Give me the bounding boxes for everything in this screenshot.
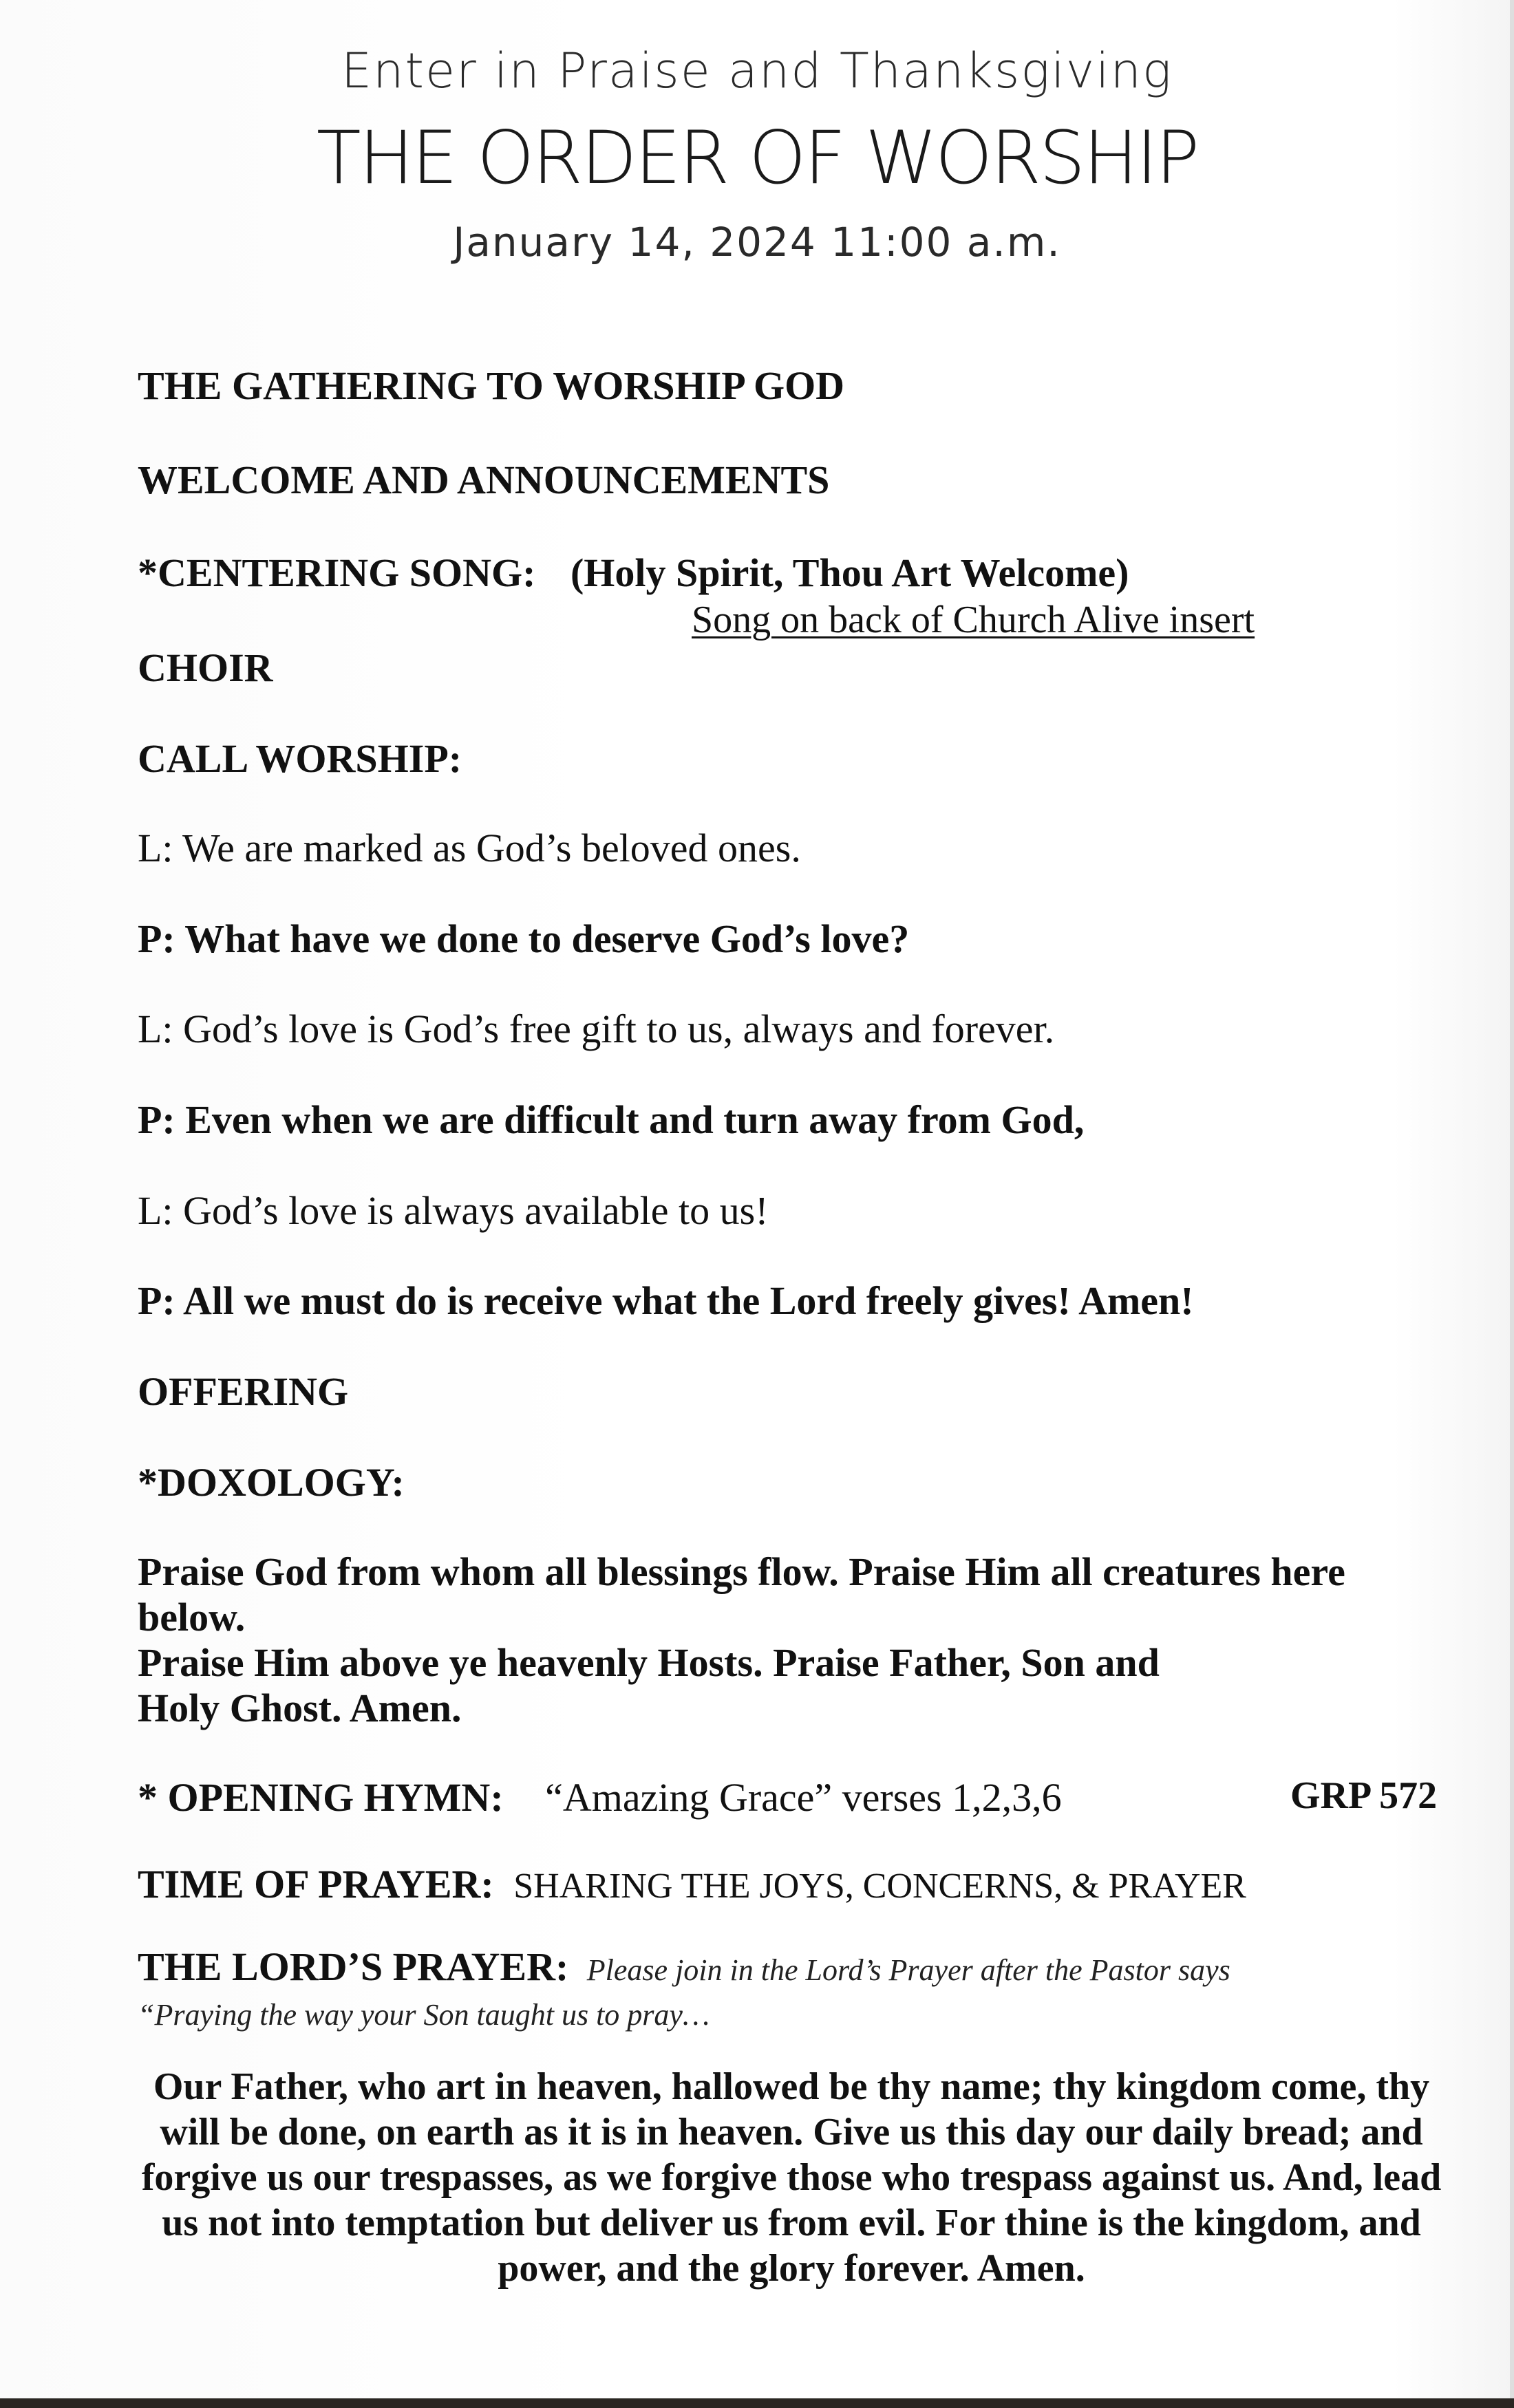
section-offering: OFFERING <box>138 1369 349 1414</box>
page-bottom-edge <box>0 2398 1514 2408</box>
page-title: THE ORDER OF WORSHIP <box>316 116 1198 200</box>
section-centering-song <box>138 550 1129 596</box>
section-welcome: WELCOME AND ANNOUNCEMENTS <box>138 458 830 502</box>
lords-prayer-instruction: “Praying the way your Son taught us to pray… <box>138 1998 710 2032</box>
lords-prayer-text: Our Father, who art in heaven, hallowed be thy name; thy kingdom come, thy will be done, on earth as it is in heaven. Give us this day our daily bread; and forgive us our trespasses, as we forgive those who trespass against us. And, lead us not into temptation but deliver us from evil. For thine is the kingdom, and power, and the glory forever. Amen. <box>141 2065 1442 2290</box>
opening-hymn-label: * OPENING HYMN: <box>138 1775 504 1820</box>
hymn-number: GRP 572 <box>1290 1774 1438 1817</box>
section-time-of-prayer <box>138 1862 1246 1909</box>
call-worship-leader-line: L: We are marked as God’s beloved ones. <box>138 826 801 870</box>
section-call-worship: CALL WORSHIP: <box>138 736 462 781</box>
bulletin-subtitle: Enter in Praise and Thanksgiving <box>341 43 1173 99</box>
call-worship-people-line: P: Even when we are difficult and turn away from God, <box>138 1097 1085 1142</box>
section-opening-hymn <box>138 1775 1062 1820</box>
centering-song-title: (Holy Spirit, Thou Art Welcome) <box>570 550 1129 595</box>
lords-prayer-label: THE LORD’S PRAYER: <box>138 1944 569 1989</box>
section-choir: CHOIR <box>138 645 273 690</box>
doxology-line: Holy Ghost. Amen. <box>138 1686 462 1730</box>
call-worship-leader-line: L: God’s love is God’s free gift to us, always and forever. <box>138 1007 1055 1051</box>
call-worship-people-line: P: All we must do is receive what the Lord freely gives! Amen! <box>138 1278 1194 1323</box>
lords-prayer-instruction: Please join in the Lord’s Prayer after the Pastor says <box>586 1953 1230 1987</box>
opening-hymn-title: “Amazing Grace” verses 1,2,3,6 <box>545 1775 1062 1820</box>
call-worship-leader-line: L: God’s love is always available to us! <box>138 1188 769 1233</box>
time-of-prayer-label: TIME OF PRAYER: <box>138 1862 494 1906</box>
call-worship-people-line: P: What have we done to deserve God’s love? <box>138 916 910 961</box>
section-doxology: *DOXOLOGY: <box>138 1460 405 1505</box>
centering-song-note: Song on back of Church Alive insert <box>692 599 1255 641</box>
doxology-line: Praise God from whom all blessings flow. Praise Him all creatures here <box>138 1549 1345 1594</box>
page-edge-shadow <box>1510 0 1514 2408</box>
doxology-line: below. <box>138 1595 246 1640</box>
section-gathering: THE GATHERING TO WORSHIP GOD <box>138 363 845 408</box>
service-date: January 14, 2024 11:00 a.m. <box>453 219 1061 266</box>
doxology-line: Praise Him above ye heavenly Hosts. Praise Father, Son and <box>138 1640 1160 1685</box>
section-lords-prayer <box>138 1944 1230 1993</box>
time-of-prayer-text: SHARING THE JOYS, CONCERNS, & PRAYER <box>513 1867 1246 1906</box>
centering-song-label: *CENTERING SONG: <box>138 550 536 595</box>
